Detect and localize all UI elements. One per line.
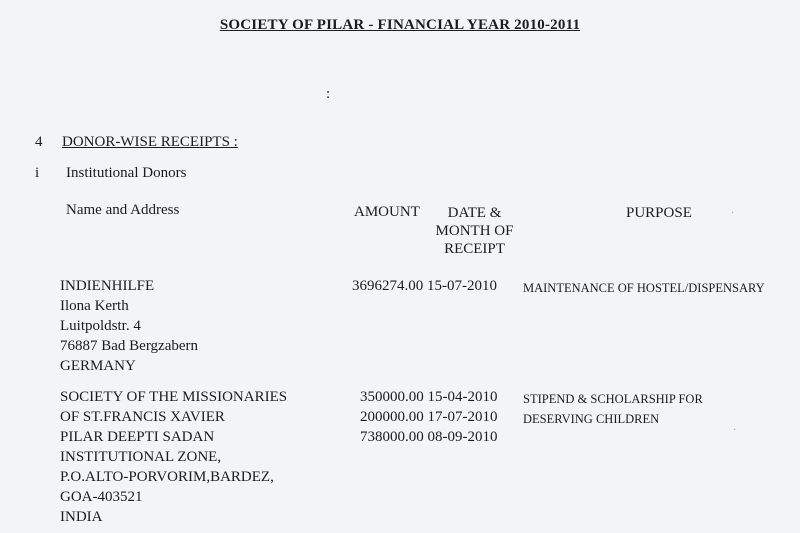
address-line: GOA-403521 (60, 489, 143, 505)
stray-colon: : (326, 86, 331, 102)
donor-1-receipts (352, 276, 497, 296)
receipt-amount: 3696274.00 (352, 278, 424, 294)
address-line: INDIA (60, 509, 103, 525)
receipt-amount: 200000.00 (360, 409, 424, 425)
receipt-date: 15-04-2010 (427, 389, 498, 405)
address-line: Ilona Kerth (60, 298, 129, 314)
receipt-date: 17-07-2010 (427, 409, 498, 425)
scan-speck: · (733, 425, 737, 436)
receipt-amount: 350000.00 (360, 389, 424, 405)
donor-2-address (60, 387, 287, 527)
header-name-address: Name and Address (66, 202, 180, 218)
address-line: SOCIETY OF THE MISSIONARIES (60, 389, 288, 405)
address-line: Luitpoldstr. 4 (60, 318, 141, 334)
address-line: GERMANY (60, 358, 136, 374)
header-purpose: PURPOSE (626, 205, 692, 221)
receipt-row (360, 387, 498, 407)
purpose-line: MAINTENANCE OF HOSTEL/DISPENSARY (523, 281, 765, 295)
receipt-row (360, 427, 498, 447)
receipt-row (360, 407, 498, 427)
address-line: P.O.ALTO-PORVORIM,BARDEZ, (60, 469, 274, 485)
receipt-date: 08-09-2010 (427, 429, 498, 445)
address-line: OF ST.FRANCIS XAVIER (60, 409, 225, 425)
document-title: SOCIETY OF PILAR - FINANCIAL YEAR 2010-2011 (219, 17, 581, 33)
donor-1-address (60, 276, 198, 376)
donor-2-receipts (360, 387, 498, 447)
address-line: 76887 Bad Bergzabern (60, 338, 199, 354)
subsection-title: Institutional Donors (66, 165, 187, 181)
receipt-date: 15-07-2010 (427, 278, 497, 294)
donor-1-purpose (523, 278, 765, 298)
section-number: 4 (35, 134, 43, 150)
purpose-line: STIPEND & SCHOLARSHIP FOR (523, 392, 703, 406)
subsection-number: i (35, 165, 40, 181)
purpose-line: DESERVING CHILDREN (523, 412, 660, 426)
header-amount: AMOUNT (354, 204, 420, 220)
address-line: INSTITUTIONAL ZONE, (60, 449, 222, 465)
address-line: INDIENHILFE (60, 278, 155, 294)
scan-speck: · (731, 208, 735, 219)
header-date-month: DATE & MONTH OF RECEIPT (435, 205, 514, 257)
address-line: PILAR DEEPTI SADAN (60, 429, 215, 445)
section-title: DONOR-WISE RECEIPTS : (62, 134, 238, 150)
donor-2-purpose (523, 389, 703, 429)
receipt-amount: 738000.00 (360, 429, 424, 445)
receipt-row (352, 276, 497, 296)
